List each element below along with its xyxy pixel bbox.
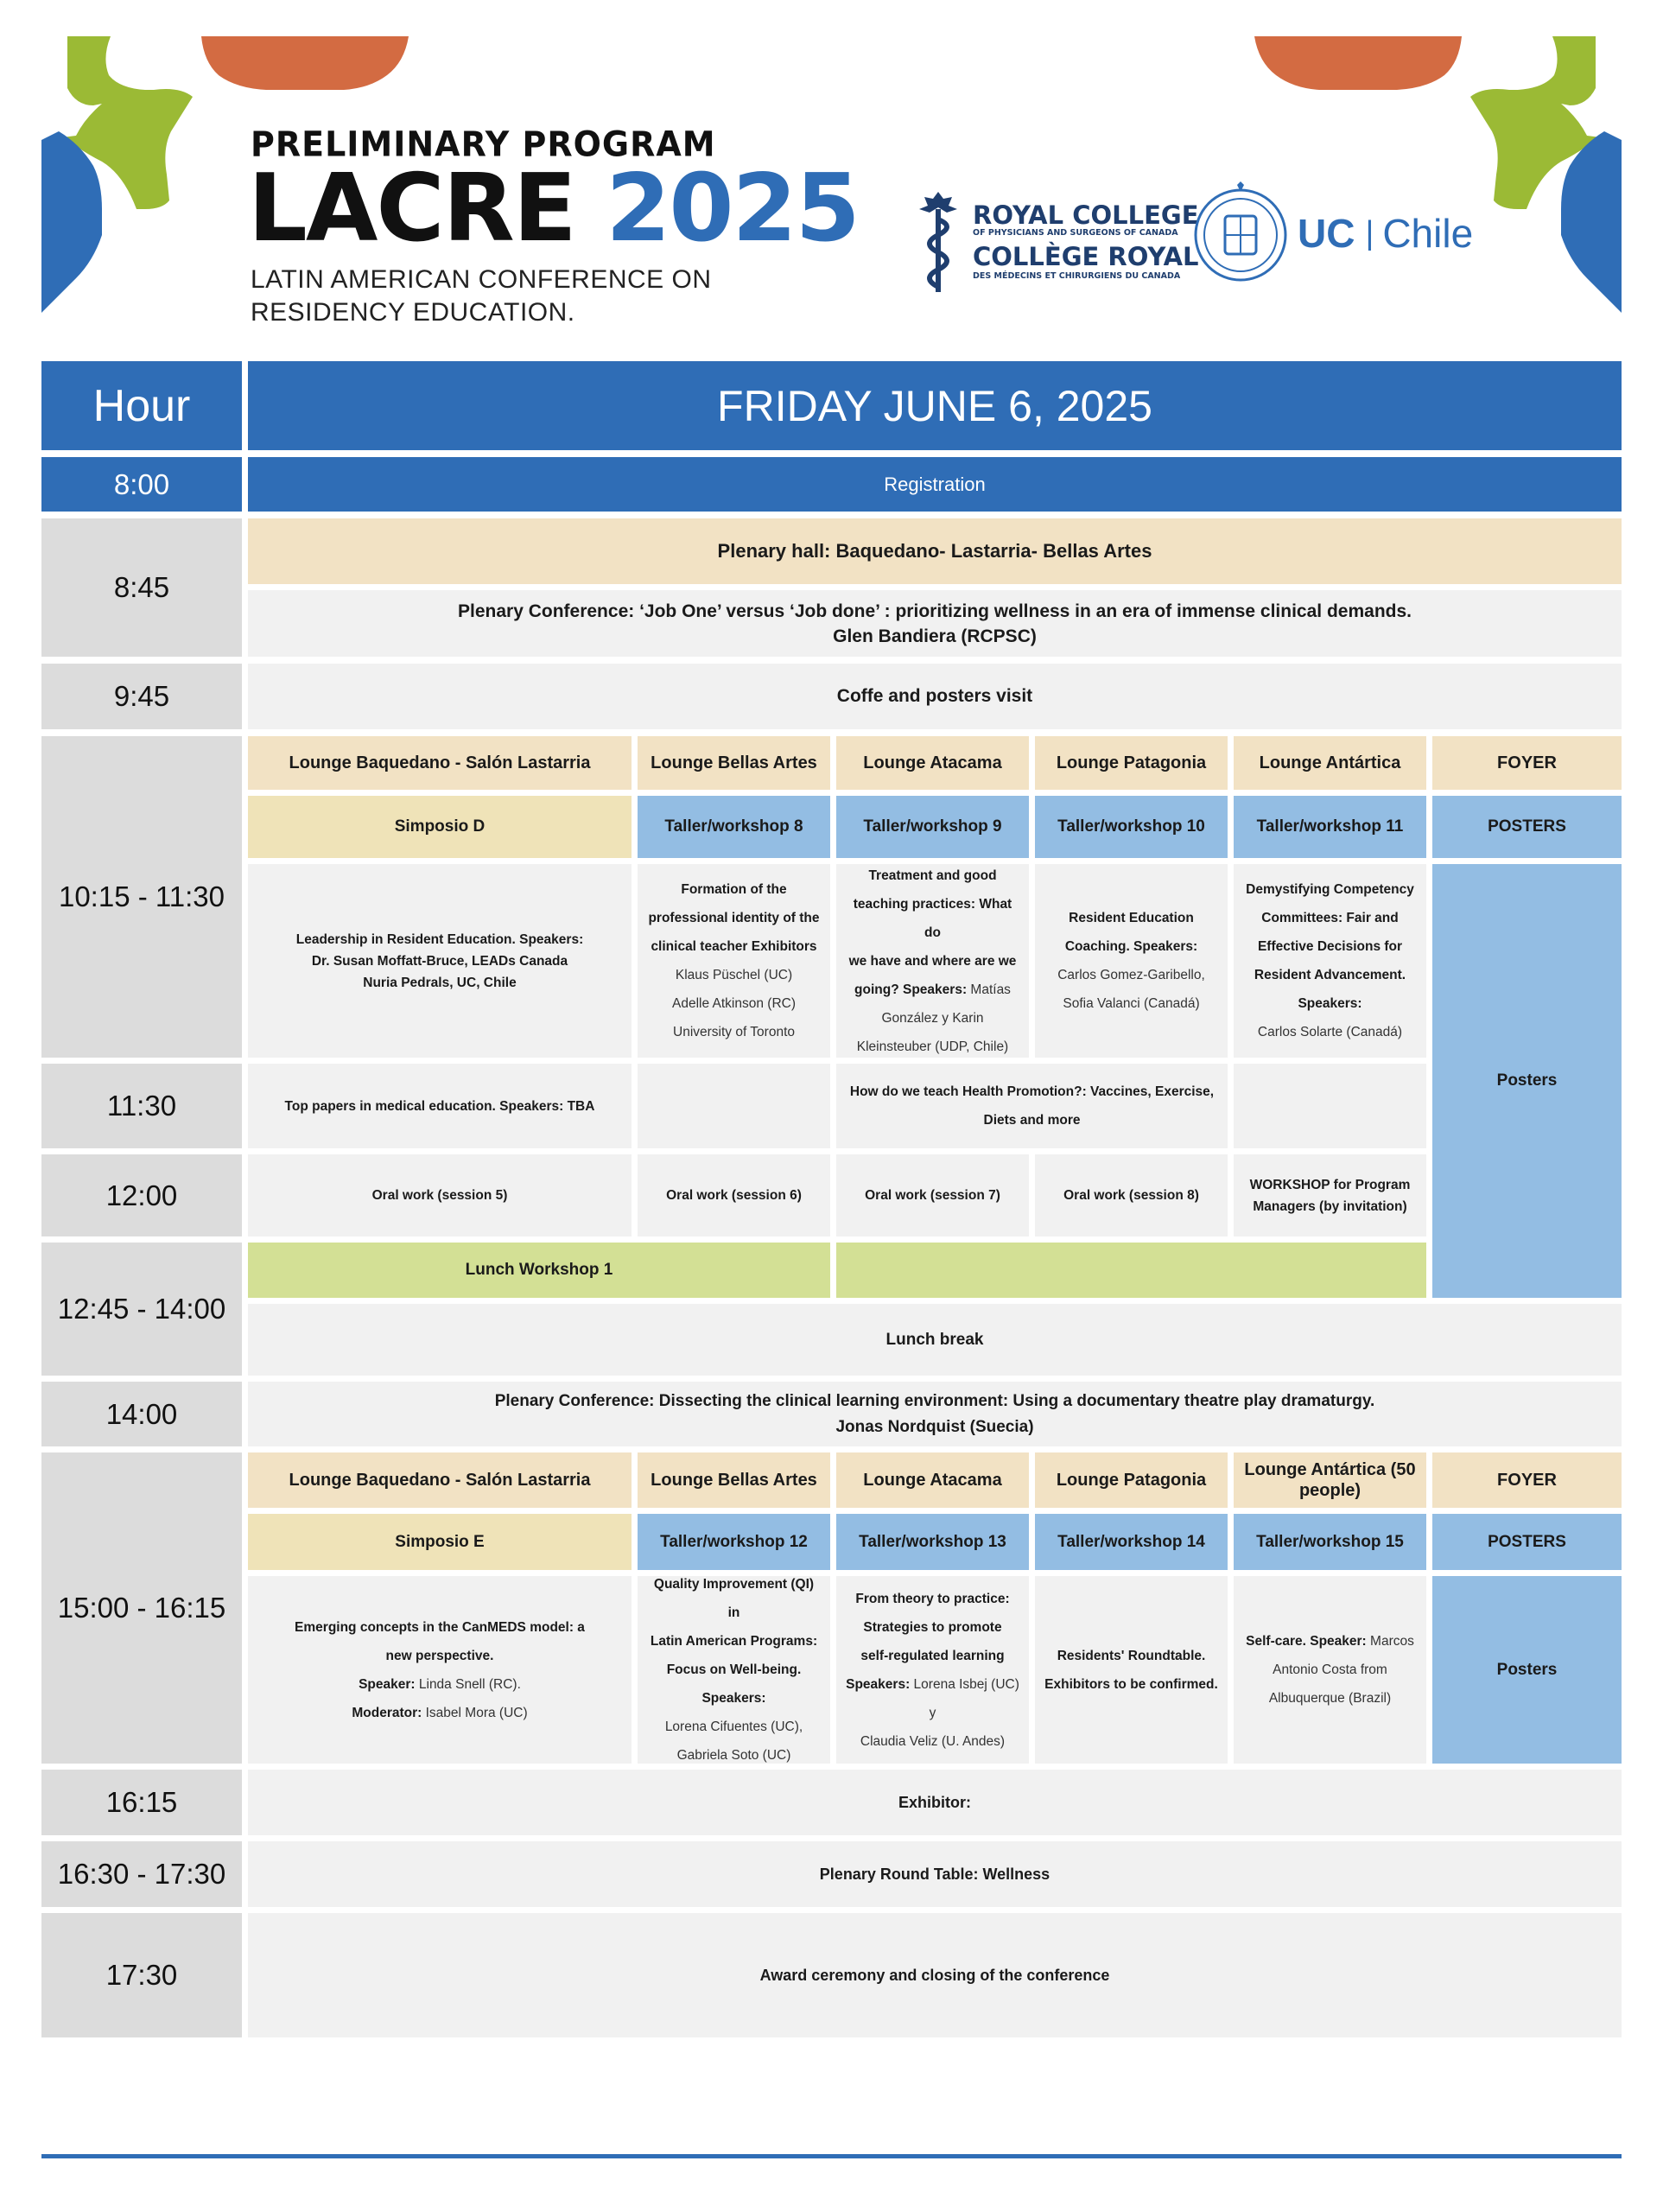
session-detail-line: Resident Education [1069,911,1194,925]
rc-sub-en: OF PHYSICIANS AND SURGEONS OF CANADA [973,228,1178,238]
session-detail-line: Lorena Cifuentes (UC), [664,1719,803,1734]
session-detail [1035,1576,1228,1764]
room-header: Lounge Bellas Artes [638,736,830,790]
conference-subtitle [251,264,712,329]
session-detail-line: Latin American Programs: [650,1634,818,1649]
speaker-label: going? Speakers: [854,982,968,997]
session-detail-line: clinical teacher Exhibitors [651,939,817,954]
room-header: Lounge Baquedano - Salón Lastarria [248,736,632,790]
hour-cell: 9:45 [41,664,242,729]
speaker-name: Lorena Isbej (UC) y [913,1676,1019,1720]
room-header: FOYER [1432,736,1622,790]
speaker-name: Matías [970,982,1011,997]
hour-cell: 14:00 [41,1382,242,1446]
plenary-conference-1 [248,590,1622,657]
session-detail: Top papers in medical education. Speakers: TBA [248,1064,632,1148]
session-detail [836,1576,1029,1764]
workshop-program-managers [1234,1154,1426,1236]
plenary-speaker: Jonas Nordquist (Suecia) [835,1417,1034,1436]
session-detail-line: Albuquerque (Brazil) [1268,1691,1392,1706]
room-header: FOYER [1432,1452,1622,1508]
plenary-title: Plenary Conference: ‘Job One’ versus ‘Job done’ : prioritizing wellness in an era of immense clinical demands. [458,601,1412,621]
session-header: Taller/workshop 10 [1035,796,1228,858]
session-detail-line: Carlos Gomez-Garibello, [1057,968,1205,982]
conference-title [248,155,859,263]
session-detail-line: University of Toronto [673,1025,795,1039]
rc-name-en: ROYAL COLLEGE [973,200,1199,230]
round-table-cell: Plenary Round Table: Wellness [248,1841,1622,1907]
session-detail-line: Carlos Solarte (Canadá) [1257,1025,1403,1039]
lunch-break-cell: Lunch break [248,1304,1622,1376]
posters-cell: Posters [1432,864,1622,1298]
hour-column-header: Hour [41,361,242,450]
session-detail [836,1064,1228,1148]
session-detail-line: Demystifying Competency [1246,882,1414,897]
plenary-speaker: Glen Bandiera (RCPSC) [833,626,1037,646]
room-header: Lounge Atacama [836,736,1029,790]
hour-cell: 10:15 - 11:30 [41,736,242,1058]
session-detail [248,1576,632,1764]
session-header: Taller/workshop 15 [1234,1514,1426,1570]
session-header: Taller/workshop 13 [836,1514,1029,1570]
session-detail [836,864,1029,1058]
session-detail-line [1246,1627,1414,1656]
footer-divider [41,2154,1622,2158]
session-detail-line: How do we teach Health Promotion?: Vaccines, Exercise, [849,1084,1215,1099]
session-detail-line: Focus on Well-being. [666,1662,802,1677]
hour-cell: 16:15 [41,1770,242,1835]
session-detail-line: Managers (by invitation) [1253,1198,1407,1214]
plenary-title: Plenary Conference: Dissecting the clinical learning environment: Using a documentary theatre play dramaturgy. [494,1391,1375,1410]
room-header: Lounge Antártica (50 people) [1234,1452,1426,1508]
uc-separator: | [1365,214,1374,251]
session-header: Taller/workshop 8 [638,796,830,858]
session-detail [638,864,830,1058]
session-header: Simposio D [248,796,632,858]
speaker-label: Speaker: [359,1676,416,1692]
session-header: Taller/workshop 14 [1035,1514,1228,1570]
session-detail-line: Quality Improvement (QI) in [653,1577,815,1620]
hour-cell: 12:45 - 14:00 [41,1243,242,1376]
session-detail-line: Kleinsteuber (UDP, Chile) [856,1039,1009,1054]
subtitle-line: LATIN AMERICAN CONFERENCE ON [251,265,712,294]
session-detail-line: Exhibitors to be confirmed. [1044,1676,1218,1692]
session-detail-line: Emerging concepts in the CanMEDS model: a [295,1619,585,1635]
session-detail-line [854,976,1011,1004]
room-header: Lounge Atacama [836,1452,1029,1508]
session-detail [1035,864,1228,1058]
session-detail-line: Residents' Roundtable. [1057,1648,1206,1663]
session-header: Simposio E [248,1514,632,1570]
hour-cell: 17:30 [41,1913,242,2037]
session-detail-line: Claudia Veliz (U. Andes) [860,1733,1006,1749]
uc-seal-icon [1194,181,1287,285]
hour-cell: 15:00 - 16:15 [41,1452,242,1764]
uc-chile-text: Chile [1382,211,1474,256]
session-detail-line: new perspective. [385,1648,494,1663]
moderator-label: Moderator: [352,1705,422,1720]
title-word: LACRE [248,155,575,263]
session-detail-line: Treatment and good [868,868,997,883]
oral-work-cell: Oral work (session 7) [836,1154,1029,1236]
session-detail-line: Speakers: [701,1691,766,1706]
room-header: Lounge Baquedano - Salón Lastarria [248,1452,632,1508]
session-detail-line: Nuria Pedrals, UC, Chile [363,975,517,990]
session-detail-line: Effective Decisions for [1257,939,1403,954]
session-detail [1234,1576,1426,1764]
plenary-hall-cell: Plenary hall: Baquedano- Lastarria- Bellas Artes [248,518,1622,584]
room-header: Lounge Antártica [1234,736,1426,790]
session-header: Taller/workshop 12 [638,1514,830,1570]
session-header: POSTERS [1432,796,1622,858]
session-detail-line: Sofia Valanci (Canadá) [1063,996,1200,1011]
session-detail [638,1576,830,1764]
speaker-label: Self-care. Speaker: [1246,1634,1367,1649]
rc-sub-fr: DES MÉDECINS ET CHIRURGIENS DU CANADA [973,271,1181,281]
speaker-name: Linda Snell (RC). [418,1676,521,1692]
coffee-cell: Coffe and posters visit [248,664,1622,729]
room-header: Lounge Bellas Artes [638,1452,830,1508]
session-detail-line: we have and where are we [848,953,1017,969]
rc-name-fr: COLLÈGE ROYAL [973,242,1199,271]
session-detail-line: Antonio Costa from [1273,1662,1387,1677]
speaker-label: Speakers: [846,1676,911,1692]
session-detail-line [845,1670,1020,1727]
session-detail-line: Klaus Püschel (UC) [675,968,793,982]
title-year: 2025 [606,155,859,263]
oral-work-cell: Oral work (session 6) [638,1154,830,1236]
oral-work-cell: Oral work (session 5) [248,1154,632,1236]
session-detail-line: WORKSHOP for Program [1249,1177,1411,1192]
closing-cell: Award ceremony and closing of the conference [248,1913,1622,2037]
session-detail [1234,864,1426,1058]
session-detail-line: professional identity of the [648,911,820,925]
royal-college-logo [914,190,1199,294]
moderator-name: Isabel Mora (UC) [425,1705,528,1720]
session-detail [248,864,632,1058]
session-detail-line: Coaching. Speakers: [1064,939,1198,954]
session-detail-line: Diets and more [983,1113,1081,1128]
session-detail-line: teaching practices: What do [853,896,1012,940]
empty-cell [638,1064,830,1148]
hour-cell: 8:45 [41,518,242,657]
posters-cell: Posters [1432,1576,1622,1764]
session-detail-line: Adelle Atkinson (RC) [671,996,796,1011]
session-detail-line [359,1670,521,1699]
speaker-name: Marcos [1370,1634,1414,1649]
hour-cell: 11:30 [41,1064,242,1148]
registration-cell: Registration [248,457,1622,512]
session-detail-line: Dr. Susan Moffatt-Bruce, LEADs Canada [311,953,568,969]
hour-cell: 16:30 - 17:30 [41,1841,242,1907]
session-detail-line [352,1699,527,1727]
program-kicker: PRELIMINARY PROGRAM [251,124,716,165]
session-detail-line: Gabriela Soto (UC) [676,1748,791,1763]
session-detail-line: González y Karin [881,1010,984,1026]
session-detail-line: Leadership in Resident Education. Speakers: [295,931,584,947]
session-header: Taller/workshop 9 [836,796,1029,858]
session-detail-line: self-regulated learning [860,1648,1005,1663]
room-header: Lounge Patagonia [1035,1452,1228,1508]
hour-cell: 8:00 [41,457,242,512]
day-header: FRIDAY JUNE 6, 2025 [248,361,1622,450]
session-detail-line: Resident Advancement. [1254,968,1406,982]
plenary-conference-2 [248,1382,1622,1446]
session-detail-line: Strategies to promote [863,1619,1002,1635]
session-header: POSTERS [1432,1514,1622,1570]
lunch-workshop-cell: Lunch Workshop 1 [248,1243,830,1298]
hour-cell: 12:00 [41,1154,242,1236]
session-detail-line: Speakers: [1298,996,1362,1011]
session-detail-line: Formation of the [681,882,787,897]
empty-cell [1234,1064,1426,1148]
caduceus-icon [914,190,962,294]
exhibitor-cell: Exhibitor: [248,1770,1622,1835]
session-detail-line: Committees: Fair and [1261,911,1399,925]
uc-chile-logo [1194,181,1473,285]
oral-work-cell: Oral work (session 8) [1035,1154,1228,1236]
uc-text: UC [1298,211,1355,256]
session-detail-line: From theory to practice: [855,1591,1010,1606]
session-header: Taller/workshop 11 [1234,796,1426,858]
lunch-workshop-empty [836,1243,1426,1298]
room-header: Lounge Patagonia [1035,736,1228,790]
subtitle-line: RESIDENCY EDUCATION. [251,298,575,327]
